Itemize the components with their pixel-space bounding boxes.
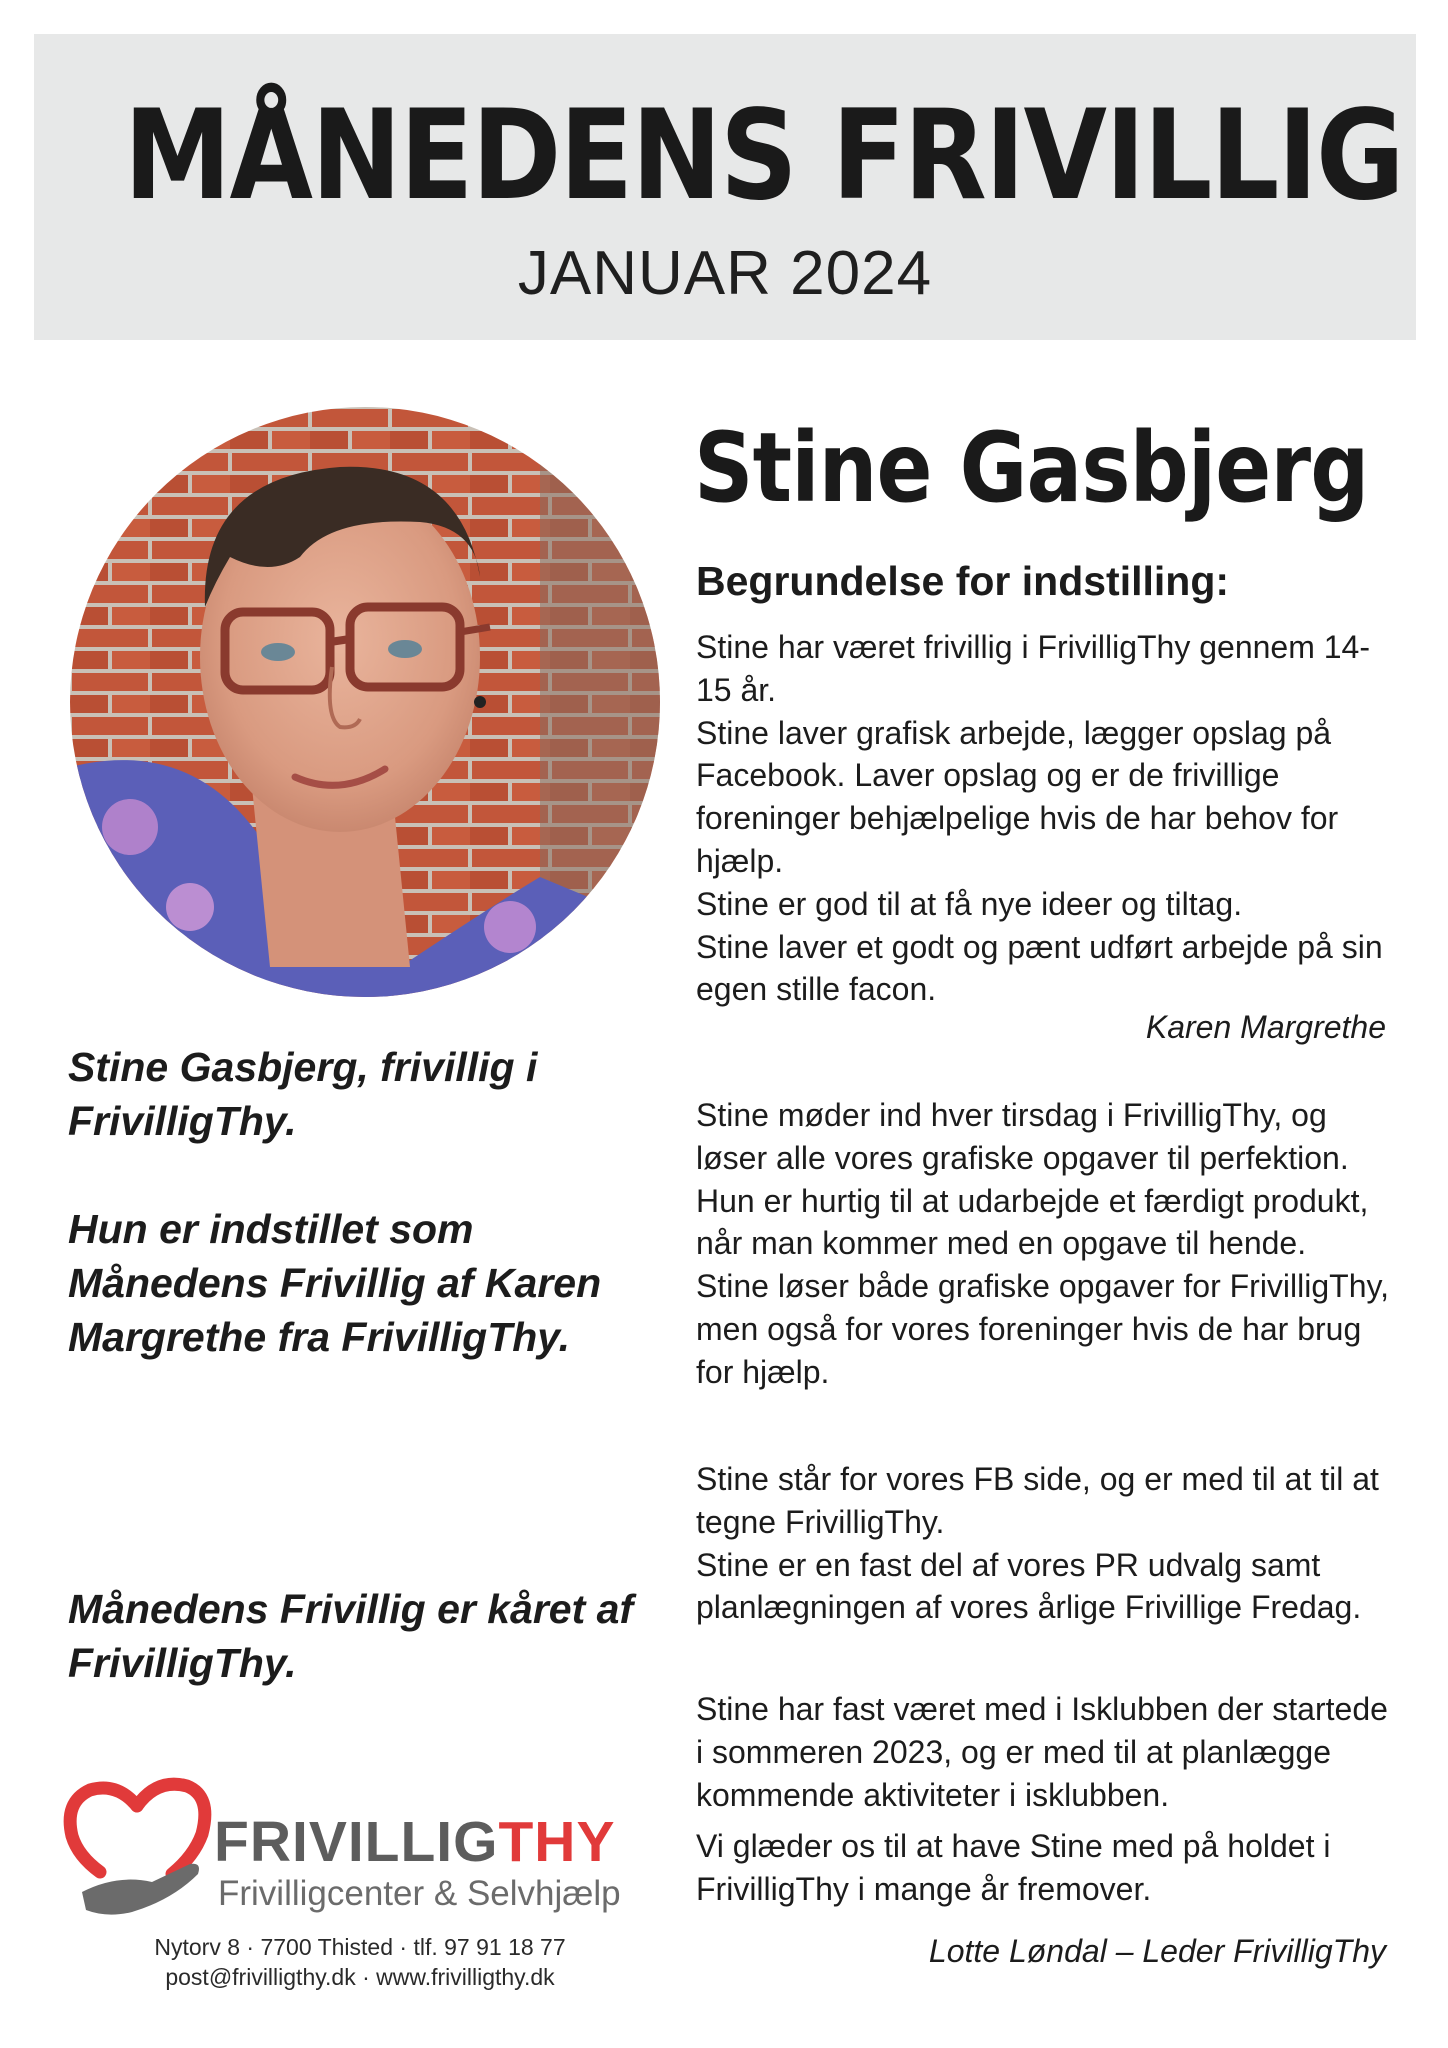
reason-line: Stine møder ind hver tirsdag i FrivilligThy, og løser alle vores grafiske opgaver til perfektion. Hun er hurtig til at udarbejde et færdigt produkt, når man kommer med en opgave til hende. xyxy=(696,1097,1369,1262)
reason-line: Stine står for vores FB side, og er med til at til at tegne FrivilligThy. xyxy=(696,1461,1379,1540)
logo-wordmark xyxy=(214,1812,615,1872)
logo-word-thy: THY xyxy=(498,1810,616,1874)
reason-paragraph-5 xyxy=(696,1825,1396,1911)
reason-line: Stine er god til at få nye ideer og tiltag. xyxy=(696,885,1243,922)
nomination-note xyxy=(68,1202,668,1364)
reason-line: Vi glæder os til at have Stine med på holdet i FrivilligThy i mange år fremover. xyxy=(696,1828,1331,1907)
awarded-text: Månedens Frivillig er kåret af FrivilligThy. xyxy=(68,1586,634,1686)
reason-paragraph-1 xyxy=(696,626,1396,1011)
portrait-caption xyxy=(68,1040,668,1148)
heart-hand-icon xyxy=(62,1774,212,1924)
reason-paragraph-2 xyxy=(696,1094,1396,1394)
awarded-note xyxy=(68,1582,668,1690)
signature-lotte: Lotte Løndal – Leder FrivilligThy xyxy=(928,1933,1386,1969)
portrait-photo xyxy=(70,407,660,997)
page-subtitle: JANUAR 2024 xyxy=(517,239,933,308)
contact-web: post@frivilligthy.dk · www.frivilligthy.dk xyxy=(165,1964,555,1990)
reason-line: Stine har fast været med i Isklubben der startede i sommeren 2023, og er med til at planlægge kommende aktiviteter i isklubben. xyxy=(696,1691,1388,1813)
reason-line: Stine laver grafisk arbejde, lægger opslag på Facebook. Laver opslag og er de frivillige foreninger behjælpelige hvis de har behov for hjælp. xyxy=(696,714,1339,879)
frivilligthy-logo xyxy=(62,1774,662,1924)
header-band xyxy=(34,34,1416,340)
section-heading: Begrundelse for indstilling: xyxy=(696,558,1230,604)
volunteer-name: Stine Gasbjerg xyxy=(694,412,1369,524)
reason-line: Stine er en fast del af vores PR udvalg samt planlægningen af vores årlige Frivillige Fredag. xyxy=(696,1546,1362,1626)
reason-paragraph-3 xyxy=(696,1458,1396,1629)
nomination-text: Hun er indstillet som Månedens Frivillig af Karen Margrethe fra FrivilligThy. xyxy=(68,1206,602,1360)
caption-text: Stine Gasbjerg, frivillig i FrivilligThy. xyxy=(68,1044,538,1144)
reason-line: Stine laver et godt og pænt udført arbejde på sin egen stille facon. xyxy=(696,928,1383,1008)
reason-line: Stine har været frivillig i FrivilligThy gennem 14-15 år. xyxy=(696,629,1370,708)
logo-tagline: Frivilligcenter & Selvhjælp xyxy=(218,1874,621,1913)
reason-paragraph-4 xyxy=(696,1688,1396,1816)
logo-word-frivillig: FRIVILLIG xyxy=(214,1810,499,1874)
page-title: MÅNEDENS FRIVILLIG xyxy=(123,84,1403,228)
contact-address: Nytorv 8 · 7700 Thisted · tlf. 97 91 18 77 xyxy=(154,1934,566,1960)
signature-karen: Karen Margrethe xyxy=(1145,1009,1386,1045)
reason-line: Stine løser både grafiske opgaver for FrivilligThy, men også for vores foreninger hvis de har brug for hjælp. xyxy=(696,1268,1390,1390)
